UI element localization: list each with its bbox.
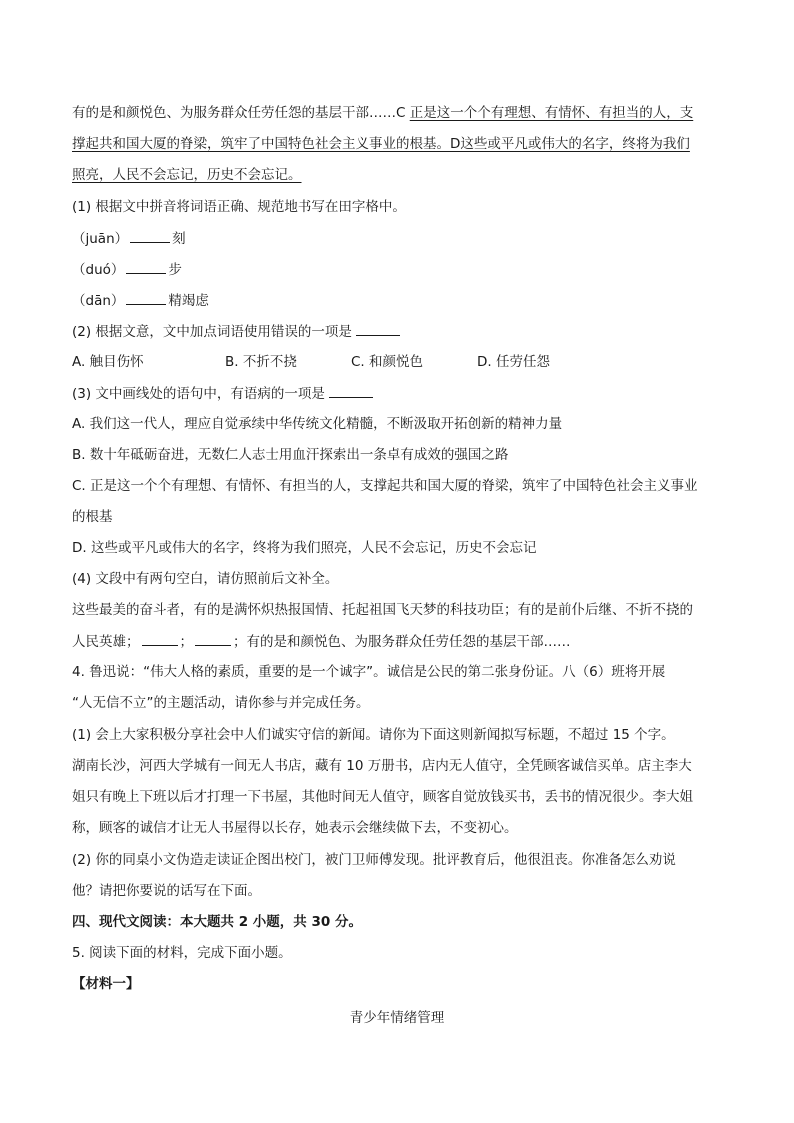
question-1-title: (1) 根据文中拼音将词语正确、规范地书写在田字格中。 bbox=[72, 199, 406, 215]
answer-blank[interactable] bbox=[356, 321, 400, 336]
pinyin-row: （duó） 步 bbox=[72, 259, 722, 280]
sub-question: (2) 你的同桌小文伪造走读证企图出校门，被门卫师傅发现。批评教育后，他很沮丧。你准备怎么劝说 bbox=[72, 852, 676, 868]
option-c[interactable]: C. 正是这一个个有理想、有情怀、有担当的人，支撑起共和国大厦的脊梁，筑牢了中国特色社会主义事业 bbox=[72, 478, 698, 494]
question-2-options bbox=[72, 352, 722, 372]
option-b[interactable]: B. 不折不挠 bbox=[225, 354, 297, 370]
news-text: 姐只有晚上下班以后才打理一下书屋，其他时间无人值守，顾客自觉放钱买书，丢书的情况很少。李大姐 bbox=[72, 789, 693, 805]
answer-blank[interactable] bbox=[130, 228, 170, 243]
question-3-title: (3) 文中画线处的语句中，有语病的一项是 bbox=[72, 383, 722, 404]
fill-text: 人民英雄； ； ；有的是和颜悦色、为服务群众任劳任怨的基层干部…… bbox=[72, 631, 722, 652]
option-a[interactable]: A. 我们这一代人，理应自觉承续中华传统文化精髓，不断汲取开拓创新的精神力量 bbox=[72, 416, 563, 432]
news-text: 称，顾客的诚信才让无人书屋得以长存，她表示会继续做下去，不变初心。 bbox=[72, 820, 518, 836]
sub-question: (1) 会上大家积极分享社会中人们诚实守信的新闻。请你为下面这则新闻拟写标题，不超过 15 个字。 bbox=[72, 727, 675, 743]
material-label: 【材料一】 bbox=[72, 976, 140, 992]
fill-text: 这些最美的奋斗者，有的是满怀炽热报国情、托起祖国飞天梦的科技功臣；有的是前仆后继、不折不挠的 bbox=[72, 602, 693, 618]
question-4-title: (4) 文段中有两句空白，请仿照前后文补全。 bbox=[72, 571, 339, 587]
option-c-cont: 的根基 bbox=[72, 509, 113, 525]
pinyin-row: （dān） 精竭虑 bbox=[72, 290, 722, 311]
sub-question: 他？请把你要说的话写在下面。 bbox=[72, 883, 261, 899]
answer-blank[interactable] bbox=[126, 259, 166, 274]
question-4-intro: “人无信不立”的主题活动，请你参与并完成任务。 bbox=[72, 695, 370, 711]
underlined-sentence: 照亮，人民不会忘记，历史不会忘记。 bbox=[72, 167, 302, 183]
answer-blank[interactable] bbox=[329, 383, 373, 398]
answer-blank[interactable] bbox=[195, 631, 231, 646]
answer-blank[interactable] bbox=[142, 631, 178, 646]
news-text: 湖南长沙，河西大学城有一间无人书店，藏有 10 万册书，店内无人值守，全凭顾客诚信买单。店主李大 bbox=[72, 758, 692, 774]
question-5-title: 5. 阅读下面的材料，完成下面小题。 bbox=[72, 945, 292, 961]
option-d[interactable]: D. 这些或平凡或伟大的名字，终将为我们照亮，人民不会忘记，历史不会忘记 bbox=[72, 540, 537, 556]
section-title: 四、现代文阅读：本大题共 2 小题，共 30 分。 bbox=[72, 914, 362, 930]
underlined-sentence: 撑起共和国大厦的脊梁，筑牢了中国特色社会主义事业的根基。D这些或平凡或伟大的名字，终将为我们 bbox=[72, 136, 690, 152]
material-heading: 青少年情绪管理 bbox=[349, 1010, 445, 1026]
answer-blank[interactable] bbox=[126, 290, 166, 305]
question-4-intro: 4. 鲁迅说：“伟大人格的素质，重要的是一个诚字”。诚信是公民的第二张身份证。八（6）班将开展 bbox=[72, 664, 666, 680]
option-d[interactable]: D. 任劳任怨 bbox=[477, 354, 550, 370]
option-c[interactable]: C. 和颜悦色 bbox=[351, 354, 424, 370]
pinyin-row: （juān） 刻 bbox=[72, 228, 722, 249]
underlined-sentence: 正是这一个个有理想、有情怀、有担当的人，支 bbox=[409, 105, 694, 121]
option-a[interactable]: A. 触目伤怀 bbox=[72, 354, 144, 370]
passage-line: 有的是和颜悦色、为服务群众任劳任怨的基层干部……C 正是这一个个有理想、有情怀、有担当的人，支 bbox=[72, 105, 694, 121]
question-2-title: (2) 根据文意，文中加点词语使用错误的一项是 bbox=[72, 321, 722, 342]
option-b[interactable]: B. 数十年砥砺奋进，无数仁人志士用血汗探索出一条卓有成效的强国之路 bbox=[72, 447, 509, 463]
